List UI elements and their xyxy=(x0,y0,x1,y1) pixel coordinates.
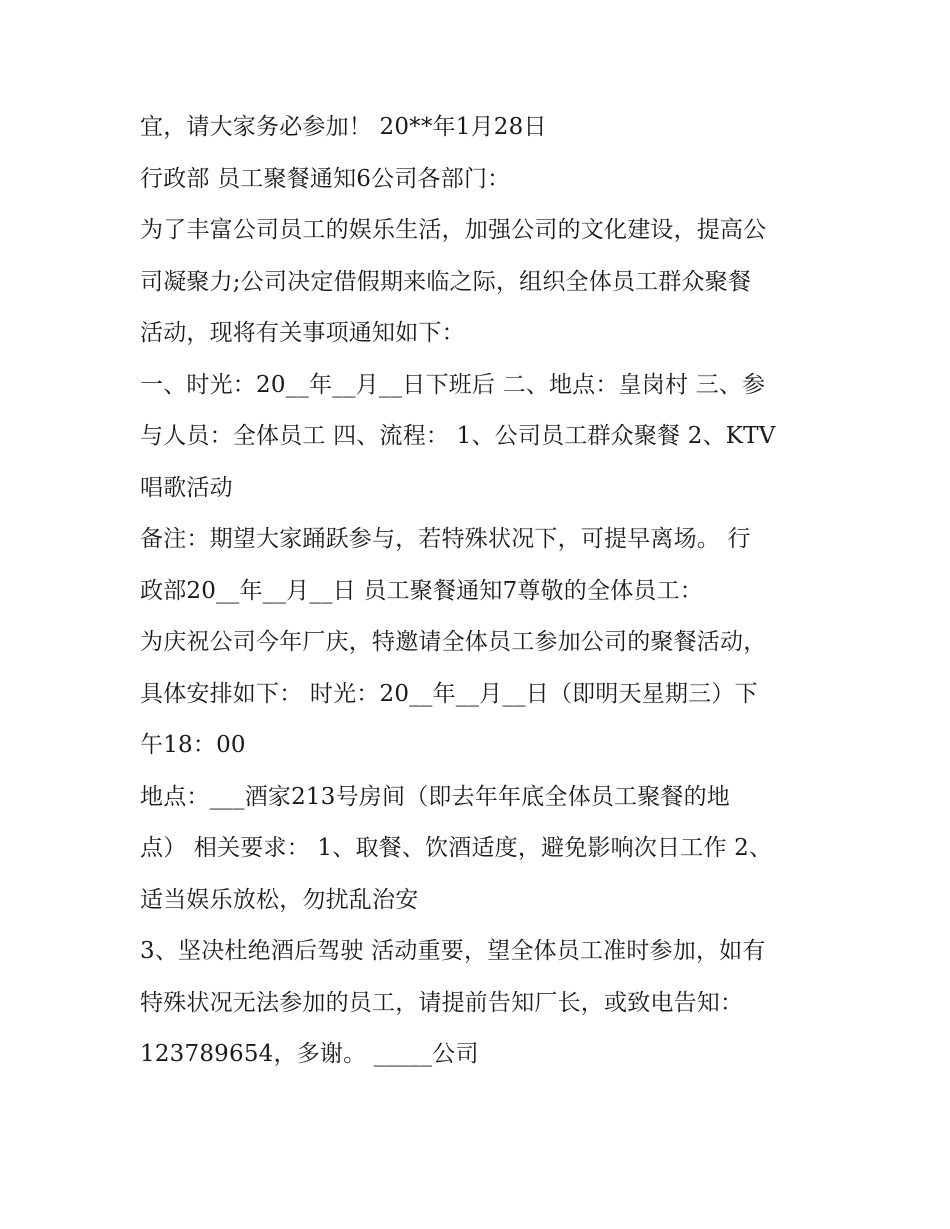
text-line: 一、时光：20__年__月__日下班后 二、地点：皇岗村 三、参 xyxy=(140,371,766,398)
text-line: 午18：00 xyxy=(140,732,246,758)
text-line: 与人员：全体员工 四、流程： 1、公司员工群众聚餐 2、KTV xyxy=(140,423,776,449)
text-line: 点） 相关要求： 1、取餐、饮酒适度，避免影响次日工作 2、 xyxy=(140,835,773,861)
text-line: 唱歌活动 xyxy=(140,474,233,501)
text-line: 行政部 员工聚餐通知6公司各部门： xyxy=(140,165,511,192)
text-line: 备注：期望大家踊跃参与，若特殊状况下，可提早离场。 行 xyxy=(140,526,751,552)
text-line: 宜，请大家务必参加！ 20**年1月28日 xyxy=(140,114,547,140)
text-line: 特殊状况无法参加的员工，请提前告知厂长，或致电告知： xyxy=(140,989,744,1016)
text-line: 123789654，多谢。 _____公司 xyxy=(140,1041,479,1067)
text-line: 为庆祝公司今年厂庆，特邀请全体员工参加公司的聚餐活动， xyxy=(140,629,767,655)
text-line: 政部20__年__月__日 员工聚餐通知7尊敬的全体员工： xyxy=(140,577,704,604)
text-line: 具体安排如下： 时光：20__年__月__日（即明天星期三）下 xyxy=(140,680,758,707)
text-line: 司凝聚力;公司决定借假期来临之际，组织全体员工群众聚餐 xyxy=(140,268,752,295)
text-line: 3、坚决杜绝酒后驾驶 活动重要，望全体员工准时参加，如有 xyxy=(140,938,766,964)
text-line: 为了丰富公司员工的娱乐生活，加强公司的文化建设，提高公 xyxy=(140,217,767,243)
text-line: 适当娱乐放松，勿扰乱治安 xyxy=(140,886,419,913)
document-body xyxy=(140,102,830,1081)
text-line: 地点：___酒家213号房间（即去年年底全体员工聚餐的地 xyxy=(140,783,730,810)
text-line: 活动，现将有关事项通知如下： xyxy=(140,320,465,346)
